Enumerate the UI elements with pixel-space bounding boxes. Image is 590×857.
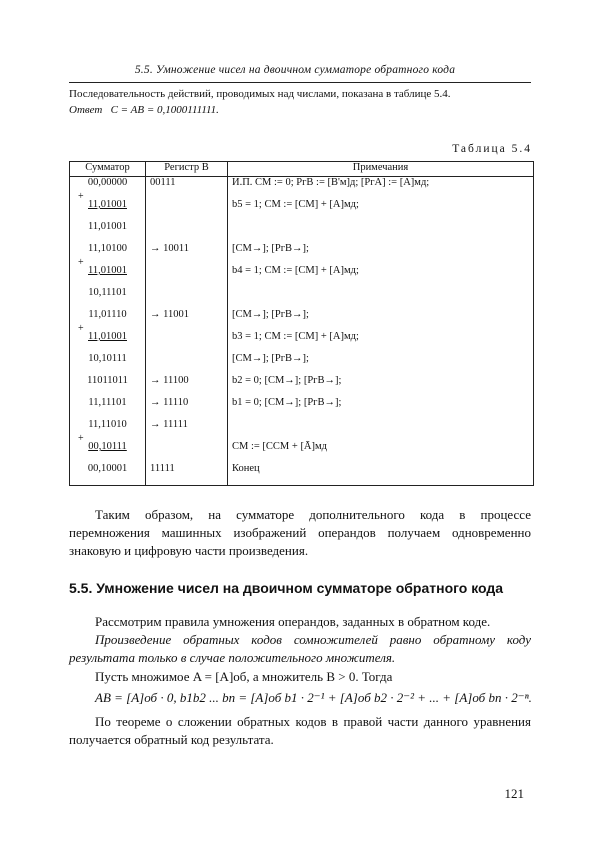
table-row [70, 177, 534, 200]
cell-register [146, 199, 228, 221]
cell-sum [70, 221, 146, 243]
table-row [70, 463, 534, 486]
plus-sign: + [78, 257, 84, 268]
operation-table [69, 161, 534, 486]
cell-note: И.П. СМ := 0; РгB := [B'м]д; [РгА] := [A]мд; [228, 177, 534, 200]
cell-sum [70, 287, 146, 309]
running-header: 5.5. Умножение чисел на двоичном сумматоре обратного кода [134, 64, 456, 76]
sum-value: 10,11101 [88, 287, 127, 298]
cell-register [146, 331, 228, 353]
table-row [70, 309, 534, 331]
formula-expansion: AB = [A]об · 0, b1b2 ... bn = [A]об b1 · 2⁻¹ + [A]об b2 · 2⁻² + ... + [A]об bn · 2⁻ⁿ. [95, 690, 532, 705]
sum-value: 00,10111 [88, 441, 127, 452]
cell-note: Конец [228, 463, 534, 486]
cell-note: b3 = 1; СМ := [СМ] + [A]мд; [228, 331, 534, 353]
table-row [70, 331, 534, 353]
cell-sum [70, 397, 146, 419]
cell-note [228, 419, 534, 441]
sum-value: 11,01001 [88, 331, 127, 342]
paragraph-theorem: По теореме о сложении обратных кодов в правой части данного уравнения получается обратный код результата. [69, 714, 531, 747]
answer-line [69, 104, 219, 116]
table-row [70, 221, 534, 243]
table-row [70, 419, 534, 441]
cell-note [228, 221, 534, 243]
col-header-notes: Примечания [228, 162, 534, 177]
cell-register: → 11001 [146, 309, 228, 331]
sum-value: 11,01110 [88, 309, 127, 320]
sum-value: 00,00000 [87, 177, 128, 188]
page-number: 121 [504, 786, 524, 801]
paragraph-let: Пусть множимое A = [A]об, а множитель B > 0. Тогда [95, 669, 393, 684]
cell-note: [СМ→]; [РгB→]; [228, 309, 534, 331]
plus-sign: + [78, 191, 84, 202]
paragraph-consider: Рассмотрим правила умножения операндов, заданных в обратном коде. [95, 614, 491, 629]
cell-sum [70, 257, 146, 287]
table-row [70, 375, 534, 397]
sum-value: 10,10111 [88, 353, 127, 364]
table-caption: Таблица 5.4 [452, 143, 532, 155]
sum-value: 00,10001 [87, 463, 128, 474]
intro-line: Последовательность действий, проводимых над числами, показана в таблице 5.4. [69, 88, 451, 100]
cell-sum [70, 463, 146, 486]
header-rule [69, 82, 531, 83]
table-row [70, 353, 534, 375]
cell-register [146, 353, 228, 375]
cell-register [146, 265, 228, 287]
answer-formula: C = AB = 0,1000111111. [110, 104, 219, 116]
table-row [70, 199, 534, 221]
cell-sum [70, 375, 146, 397]
cell-register [146, 287, 228, 309]
cell-register: → 11111 [146, 419, 228, 441]
cell-register [146, 221, 228, 243]
cell-sum [70, 353, 146, 375]
cell-note: b5 = 1; СМ := [СМ] + [A]мд; [228, 199, 534, 221]
sum-value: 11,01001 [88, 199, 127, 210]
cell-note: СМ := [ССМ + [Ā]мд [228, 441, 534, 463]
sum-value: 11,11010 [88, 419, 127, 430]
cell-register: 00111 [146, 177, 228, 200]
table-row [70, 441, 534, 463]
cell-register: → 10011 [146, 243, 228, 265]
table-row [70, 243, 534, 265]
cell-sum [70, 191, 146, 221]
cell-register: → 11110 [146, 397, 228, 419]
cell-note: [СМ→]; [РгB→]; [228, 243, 534, 265]
col-header-register: Регистр B [146, 162, 228, 177]
sum-value: 11,11101 [88, 397, 127, 408]
plus-sign: + [78, 433, 84, 444]
sum-value: 11,10100 [88, 243, 127, 254]
cell-register [146, 441, 228, 463]
paragraph-rule: Произведение обратных кодов сомножителей равно обратному коду результата только в случае положительного множителя. [69, 632, 531, 665]
cell-note: [СМ→]; [РгB→]; [228, 353, 534, 375]
cell-register: → 11100 [146, 375, 228, 397]
sum-value: 11011011 [87, 375, 128, 386]
cell-note [228, 287, 534, 309]
col-header-sum: Сумматор [70, 162, 146, 177]
table-header-row [70, 162, 534, 177]
plus-sign: + [78, 323, 84, 334]
cell-register: 11111 [146, 463, 228, 486]
answer-label: Ответ [69, 104, 103, 116]
sum-value: 11,01001 [88, 221, 127, 232]
section-title: 5.5. Умножение чисел на двоичном сумматоре обратного кода [69, 580, 504, 596]
table-row [70, 287, 534, 309]
cell-note: b1 = 0; [СМ→]; [РгB→]; [228, 397, 534, 419]
table-row [70, 265, 534, 287]
cell-sum [70, 433, 146, 463]
table-row [70, 397, 534, 419]
cell-note: b2 = 0; [СМ→]; [РгB→]; [228, 375, 534, 397]
cell-note: b4 = 1; СМ := [СМ] + [A]мд; [228, 265, 534, 287]
cell-sum [70, 323, 146, 353]
sum-value: 11,01001 [88, 265, 127, 276]
paragraph-conclusion: Таким образом, на сумматоре дополнительного кода в процессе перемножения машинных изображений операндов получаем одновременно знаковую и цифровую части произведения. [69, 507, 531, 558]
